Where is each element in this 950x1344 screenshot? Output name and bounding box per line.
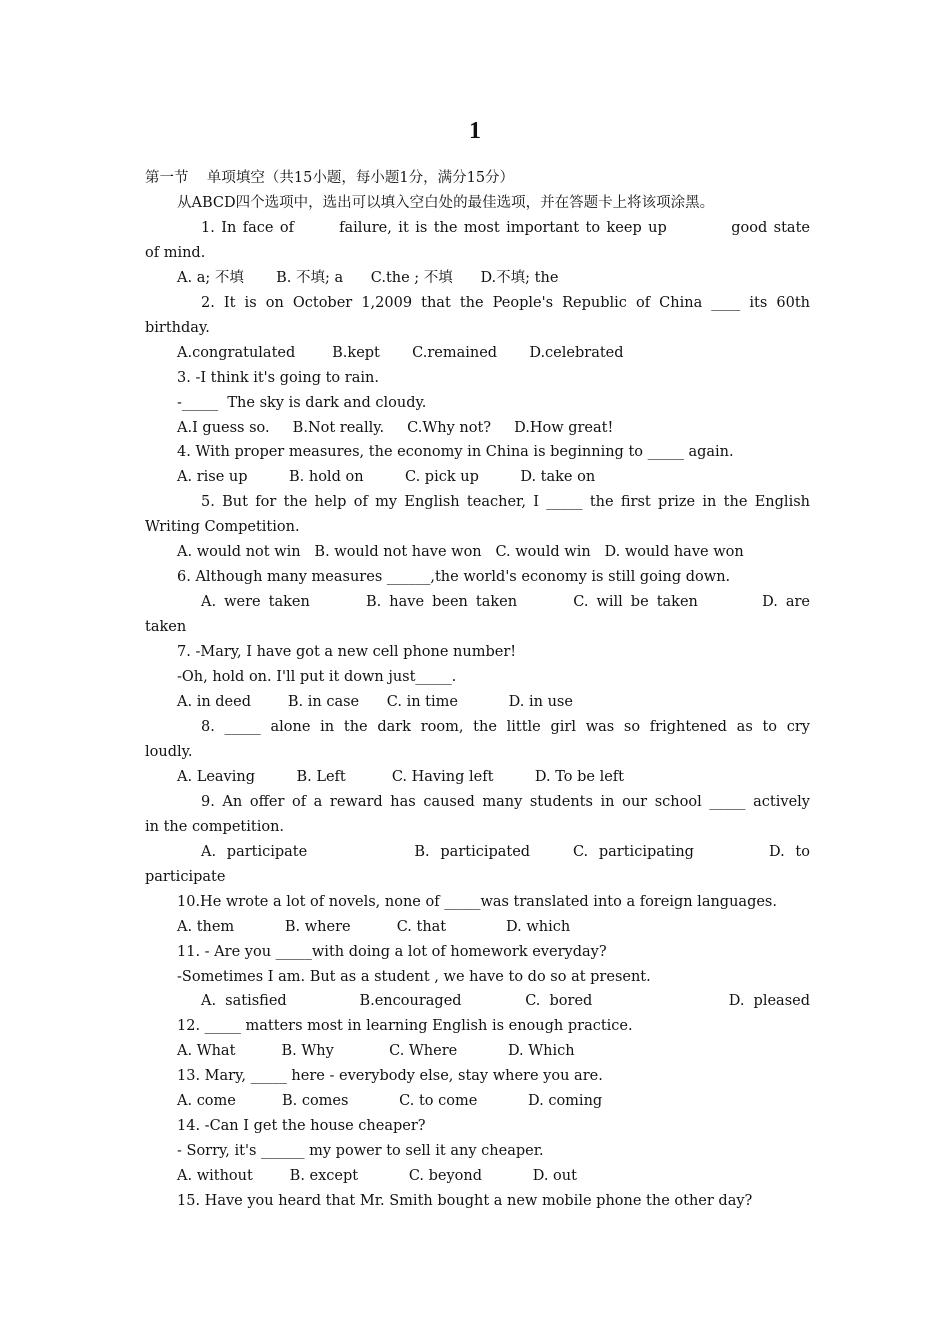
q5-options: A. would not win B. would not have won C. would win D. would have won: [177, 544, 744, 561]
q10-options: A. them B. where C. that D. which: [177, 918, 571, 935]
q8-stem: 8. _____ alone in the dark room, the little girl was so frightened as to cry: [201, 718, 810, 735]
q11-options: A. satisfied B.encouraged C. bored D. pleased: [201, 993, 810, 1010]
q8-stem-cont: loudly.: [145, 743, 193, 760]
q4-options: A. rise up B. hold on C. pick up D. take on: [177, 469, 596, 486]
q9-options-cont: participate: [145, 868, 226, 885]
q7-stem-cont: -Oh, hold on. I'll put it down just_____.: [177, 669, 457, 686]
q2-stem: 2. It is on October 1,2009 that the People's Republic of China ____ its 60th: [201, 294, 810, 311]
page-number: 1: [469, 118, 481, 144]
q9-stem-cont: in the competition.: [145, 818, 285, 835]
exam-content: [145, 166, 810, 1214]
q14-stem-cont: - Sorry, it's ______ my power to sell it any cheaper.: [177, 1143, 544, 1160]
q2-options: A.congratulated B.kept C.remained D.celebrated: [177, 344, 624, 361]
q1-options: A. a; 不填 B. 不填; a C.the ; 不填 D.不填; the: [177, 269, 559, 286]
q2-stem-cont: birthday.: [145, 319, 210, 336]
q15-stem: 15. Have you heard that Mr. Smith bought a new mobile phone the other day?: [177, 1193, 753, 1210]
q4-stem: 4. With proper measures, the economy in China is beginning to _____ again.: [177, 444, 734, 461]
q5-stem: 5. But for the help of my English teacher, I _____ the first prize in the English: [201, 494, 810, 511]
q1-stem-cont: of mind.: [145, 244, 206, 261]
q13-stem: 13. Mary, _____ here - everybody else, stay where you are.: [177, 1068, 603, 1085]
q6-stem: 6. Although many measures ______,the world's economy is still going down.: [177, 569, 731, 586]
q9-stem: 9. An offer of a reward has caused many students in our school _____ actively: [201, 793, 810, 810]
q12-options: A. What B. Why C. Where D. Which: [177, 1043, 575, 1060]
q9-options: A. participate B. participated C. participating D. to: [201, 843, 810, 860]
q6-options: A. were taken B. have been taken C. will be taken D. are: [201, 594, 810, 611]
q12-stem: 12. _____ matters most in learning English is enough practice.: [177, 1018, 633, 1035]
q11-stem: 11. - Are you _____with doing a lot of homework everyday?: [177, 943, 607, 960]
q7-stem: 7. -Mary, I have got a new cell phone number!: [177, 644, 517, 661]
q3-stem-cont: -_____ The sky is dark and cloudy.: [177, 394, 427, 411]
q8-options: A. Leaving B. Left C. Having left D. To be left: [177, 768, 624, 785]
q3-options: A.I guess so. B.Not really. C.Why not? D.How great!: [177, 419, 614, 436]
section-header: 第一节 单项填空（共15小题，每小题1分，满分15分）: [145, 170, 515, 186]
q14-stem: 14. -Can I get the house cheaper?: [177, 1118, 426, 1135]
instruction: 从ABCD四个选项中，选出可以填入空白处的最佳选项，并在答题卡上将该项涂黑。: [177, 194, 715, 211]
q7-options: A. in deed B. in case C. in time D. in use: [177, 694, 573, 711]
q1-stem: 1. In face of failure, it is the most important to keep up good state: [201, 219, 810, 236]
q6-options-cont: taken: [145, 619, 187, 636]
q13-options: A. come B. comes C. to come D. coming: [177, 1093, 603, 1110]
q11-stem-cont: -Sometimes I am. But as a student , we have to do so at present.: [177, 968, 651, 985]
q3-stem: 3. -I think it's going to rain.: [177, 369, 379, 386]
q5-stem-cont: Writing Competition.: [145, 519, 300, 536]
q14-options: A. without B. except C. beyond D. out: [177, 1168, 577, 1185]
question-list: [145, 216, 810, 1214]
q10-stem: 10.He wrote a lot of novels, none of _____was translated into a foreign languages.: [177, 893, 777, 910]
